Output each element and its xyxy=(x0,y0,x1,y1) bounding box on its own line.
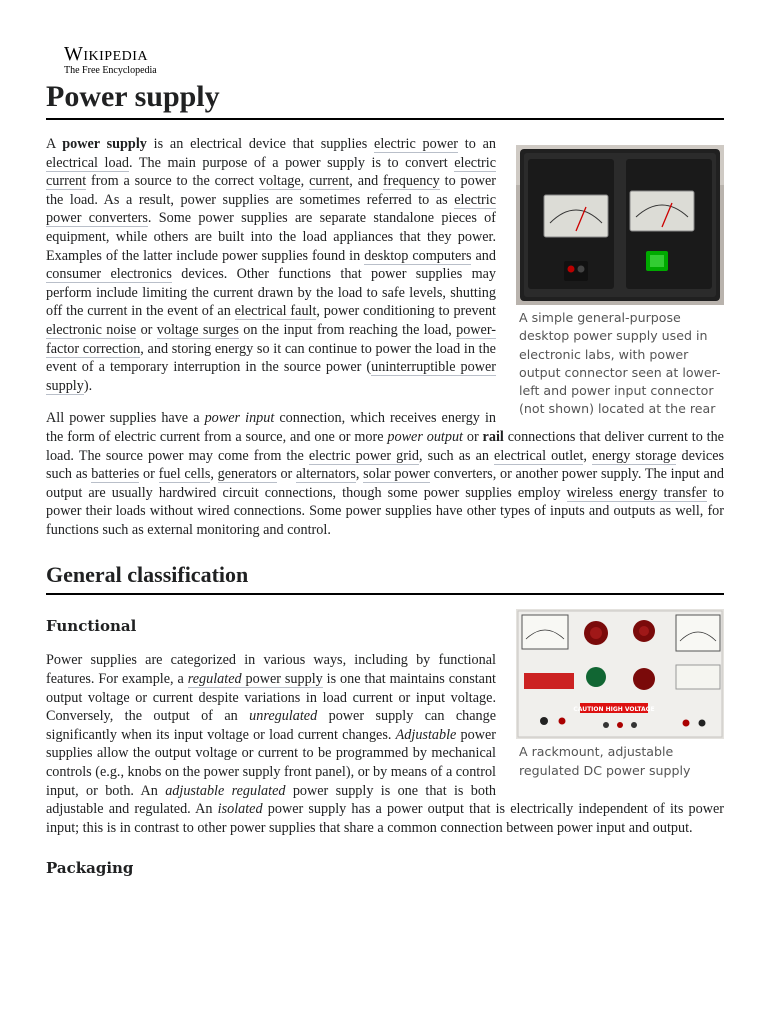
link-power-factor-correction[interactable]: power-factor correction xyxy=(46,321,496,357)
link-electric-current[interactable]: electric current xyxy=(46,154,496,190)
link-electric-power[interactable]: electric power xyxy=(374,136,458,152)
link-frequency[interactable]: frequency xyxy=(383,173,440,190)
link-generators[interactable]: generators xyxy=(217,466,277,483)
link-solar-power[interactable]: solar power xyxy=(363,466,430,483)
link-electrical-outlet[interactable]: electrical outlet xyxy=(494,447,584,464)
figure-desktop-power-supply xyxy=(516,145,724,419)
figure-rackmount-power-supply xyxy=(516,609,724,780)
subsection-heading-functional: Functional xyxy=(46,617,137,636)
functional-paragraph: Power supplies are categorized in various ways, including by functional features. For example, a regulated power supply is one that maintains constant output voltage or current despite variations in load current or input voltage. Conversely, the output of an unregulated power supply can change significantly when its input voltage or load current changes. Adjustable power supplies allow the output voltage or current to be programmed by mechanical controls (e.g., knobs on the power supply front panel), or by means of a control input, or both. An adjustable regulated power supply is one that is both adjustable and regulated. An isolated power supply has a power output that is electrically independent of its power input; this is in contrast to other power supplies that share a common connection between power input and output. xyxy=(46,652,724,836)
link-current[interactable]: current xyxy=(309,173,350,190)
intro-paragraph: A power supply is an electrical device that supplies electric power to an electrical load. The main purpose of a power supply is to convert electric current from a source to the correct voltage, current, and frequency to power the load. As a result, power supplies are sometimes referred to as electric power converters. Some power supplies are separate standalone pieces of equipment, while others are built into the load appliances that they power. Examples of the latter include power supplies found in desktop computers and consumer electronics devices. Other functions that power supplies may perform include limiting the current drawn by the load to safe levels, shutting off the current in the event of an electrical fault, power conditioning to prevent electronic noise or voltage surges on the input from reaching the load, power-factor correction, and storing energy so it can continue to power the load in the event of a temporary interruption in the source power (uninterruptible power supply). xyxy=(46,136,497,394)
link-batteries[interactable]: batteries xyxy=(91,466,140,483)
logo-tagline: The Free Encyclopedia xyxy=(64,65,157,76)
article-body xyxy=(46,135,724,893)
logo-wordmark: Wikipedia xyxy=(64,43,149,65)
link-regulated-power-supply[interactable]: regulated power supply xyxy=(187,671,323,688)
figure-caption: A rackmount, adjustable regulated DC power supply xyxy=(519,744,691,778)
caution-label: CAUTION HIGH VOLTAGE xyxy=(573,706,655,714)
link-voltage[interactable]: voltage xyxy=(258,173,301,190)
link-electric-power-converters[interactable]: electric power converters xyxy=(46,191,496,227)
link-electrical-load[interactable]: electrical load xyxy=(46,154,129,171)
link-wireless-energy-transfer[interactable]: wireless energy transfer xyxy=(566,484,707,501)
wikipedia-logo[interactable] xyxy=(64,44,157,77)
page-title: Power supply xyxy=(46,78,724,120)
inputs-outputs-paragraph: All power supplies have a power input connection, which receives energy in the form of electric current from a source, and one or more power output or rail connections that deliver current to the load. The source power may come from the electric power grid, such as an electrical outlet, energy storage devices such as batteries or fuel cells, generators or alternators, solar power converters, or another power supply. The input and output are usually hardwired circuit connections, though some power supplies employ wireless energy transfer to power their loads without wired connections. Some power supplies have other types of inputs and outputs as well, for functions such as external monitoring and control. xyxy=(46,410,725,538)
link-ups[interactable]: uninterruptible power supply xyxy=(46,359,496,394)
link-voltage-surges[interactable]: voltage surges xyxy=(156,321,239,338)
section-heading-general-classification: General classification xyxy=(46,561,724,595)
link-consumer-electronics[interactable]: consumer electronics xyxy=(46,266,172,283)
link-alternators[interactable]: alternators xyxy=(296,466,356,483)
link-electric-power-grid[interactable]: electric power grid xyxy=(308,447,420,464)
subsection-heading-packaging: Packaging xyxy=(46,859,134,878)
link-desktop-computers[interactable]: desktop computers xyxy=(364,247,472,264)
link-electronic-noise[interactable]: electronic noise xyxy=(46,321,137,338)
figure-caption: A simple general-purpose desktop power supply used in electronic labs, with power output connector seen at lower-left and power input connector (not shown) located at the rear xyxy=(519,310,721,417)
rackmount-power-supply-photo[interactable] xyxy=(516,609,724,739)
link-electrical-fault[interactable]: electrical fault xyxy=(234,303,317,320)
desktop-power-supply-photo[interactable] xyxy=(516,145,724,305)
link-fuel-cells[interactable]: fuel cells xyxy=(158,466,211,483)
link-energy-storage[interactable]: energy storage xyxy=(592,447,677,464)
